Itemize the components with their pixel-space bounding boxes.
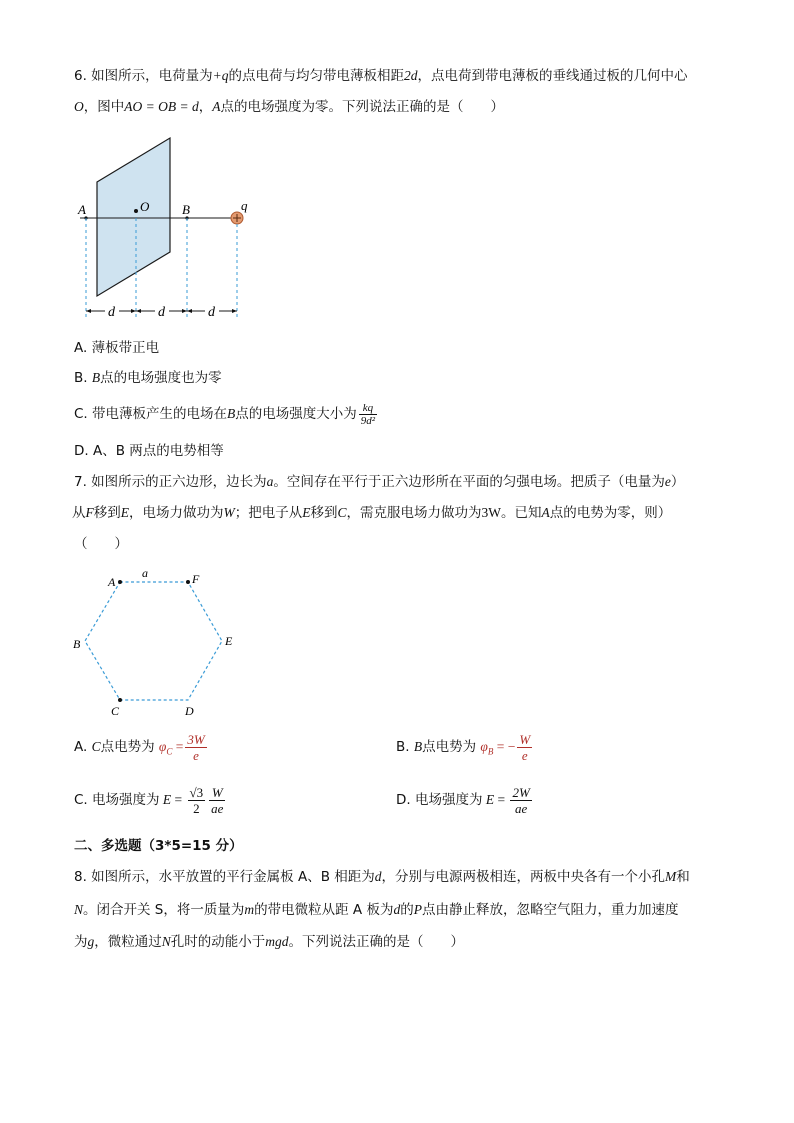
phi-C: $\varphi_C$ = bbox=[158, 739, 184, 757]
fraction-3W-e bbox=[185, 732, 206, 763]
q6-figure bbox=[70, 130, 270, 325]
q7-line3: （ ） bbox=[74, 536, 128, 552]
var-d: d bbox=[374, 869, 382, 884]
option-prefix: C. 电场强度为 bbox=[74, 792, 160, 808]
var-E: E bbox=[302, 505, 311, 520]
option-text: 点电势为 bbox=[422, 739, 477, 755]
q7-text: 移到 bbox=[93, 505, 121, 521]
numerator: 2W bbox=[512, 784, 530, 800]
var-d: d bbox=[393, 902, 401, 917]
var-W: W bbox=[223, 505, 235, 520]
label-B: B bbox=[73, 637, 81, 651]
fraction-2W-ae bbox=[510, 785, 531, 816]
q6-option-A: A. 薄板带正电 bbox=[74, 340, 160, 356]
arrow bbox=[182, 309, 187, 313]
q6-charge: +q bbox=[212, 68, 229, 83]
phi-B: $\varphi_B$ = − bbox=[480, 739, 516, 757]
denominator: ae bbox=[515, 800, 528, 816]
numerator: 3W bbox=[187, 731, 205, 747]
q6-equation: AO = OB = d bbox=[124, 99, 199, 114]
q8-text: 孔时的动能小于 bbox=[170, 934, 266, 950]
q7-text: 点的电势为零，则） bbox=[549, 505, 672, 521]
q6-option-D: D. A、B 两点的电势相等 bbox=[74, 443, 224, 459]
q7-line2 bbox=[72, 504, 671, 522]
q6-distance: 2d bbox=[404, 68, 418, 83]
label-a: a bbox=[142, 566, 148, 580]
var-C: C bbox=[91, 739, 101, 754]
point-F bbox=[186, 580, 190, 584]
var-mgd: mgd bbox=[265, 934, 289, 949]
q7-text: ） bbox=[670, 474, 685, 490]
q8-line1 bbox=[74, 868, 690, 886]
q6-text: 6. 如图所示，电荷量为 bbox=[74, 68, 213, 84]
q7-figure bbox=[70, 565, 245, 720]
q8-text: ，分别与电源两极相连，两板中央各有一个小孔 bbox=[381, 869, 666, 885]
arrow bbox=[187, 309, 192, 313]
var-F: F bbox=[85, 505, 94, 520]
label-B: B bbox=[182, 202, 190, 217]
q7-text: 移到 bbox=[310, 505, 338, 521]
arrow bbox=[232, 309, 237, 313]
label-D: D bbox=[185, 704, 194, 718]
dim-label-2: d bbox=[158, 305, 165, 320]
phi: φ bbox=[480, 739, 488, 754]
var-N: N bbox=[161, 934, 171, 949]
q8-text: 的 bbox=[400, 902, 414, 918]
q8-text: 。闭合开关 S，将一质量为 bbox=[83, 902, 245, 918]
q6-option-C bbox=[74, 397, 379, 431]
arrow bbox=[131, 309, 136, 313]
var-B: B bbox=[91, 370, 101, 385]
option-prefix: C. 带电薄板产生的电场在 bbox=[74, 406, 228, 422]
label-C: C bbox=[111, 704, 120, 718]
label-E: E bbox=[225, 634, 233, 648]
q8-text: 8. 如图所示，水平放置的平行金属板 A、B 相距为 bbox=[74, 869, 375, 885]
q8-line3 bbox=[74, 933, 464, 951]
q6-line1 bbox=[74, 67, 688, 85]
q7-option-C: C. 电场强度为 E = $\frac{√3}{2}$ $\frac{W}{ae}$ bbox=[74, 784, 224, 816]
label-F: F bbox=[192, 572, 200, 586]
q6-line2 bbox=[74, 98, 504, 116]
option-text: 点的电场强度也为零 bbox=[100, 370, 222, 386]
q7-text: ，电场力做功为 bbox=[129, 505, 224, 521]
q6-text: ， bbox=[198, 99, 213, 115]
section-title: 二、多选题（3*5=15 分） bbox=[74, 838, 243, 854]
var-N: N bbox=[74, 902, 84, 917]
q6-text: ，图中 bbox=[83, 99, 125, 115]
q8-text: 为 bbox=[74, 934, 88, 950]
q8-text: ，微粒通过 bbox=[94, 934, 162, 950]
q7-text: ，需克服电场力做功为 bbox=[346, 505, 482, 521]
var-E: E bbox=[120, 505, 129, 520]
var-C: C bbox=[337, 505, 347, 520]
dim-label-3: d bbox=[208, 305, 215, 320]
phi: φ bbox=[158, 739, 167, 754]
denominator: 9d² bbox=[360, 414, 376, 427]
option-prefix: B. bbox=[74, 370, 92, 386]
q8-text: 点由静止释放，忽略空气阻力，重力加速度 bbox=[421, 902, 679, 918]
var-M: M bbox=[665, 869, 677, 884]
arrow bbox=[136, 309, 141, 313]
q7-text: 7. 如图所示的正六边形，边长为 bbox=[74, 474, 267, 490]
q8-text: 。下列说法正确的是（ ） bbox=[288, 934, 465, 950]
charged-plate bbox=[97, 138, 170, 296]
q7-text: 从 bbox=[72, 505, 86, 521]
option-text: 点电势为 bbox=[100, 739, 155, 755]
var-P: P bbox=[413, 902, 422, 917]
fraction-W-e bbox=[517, 732, 532, 763]
hexagon bbox=[85, 582, 222, 700]
numerator: W bbox=[209, 785, 225, 801]
q6-text: 的点电荷与均匀带电薄板相距 bbox=[228, 68, 405, 84]
denominator: e bbox=[193, 747, 199, 763]
q8-line2 bbox=[74, 901, 678, 919]
var-a: a bbox=[266, 474, 274, 489]
value-3W: 3W bbox=[481, 505, 502, 520]
numerator: kq bbox=[359, 402, 377, 415]
phi-sub: B bbox=[487, 746, 494, 757]
var-m: m bbox=[244, 902, 255, 917]
q6-option-B bbox=[74, 369, 222, 387]
denominator: ae bbox=[211, 800, 224, 816]
option-prefix: D. 电场强度为 bbox=[396, 792, 483, 808]
q7-text: 。空间存在平行于正六边形所在平面的匀强电场。把质子（电量为 bbox=[273, 474, 665, 490]
phi-sub: C bbox=[166, 746, 173, 757]
q7-option-A bbox=[74, 729, 209, 770]
point-C bbox=[118, 698, 122, 702]
point-O bbox=[134, 209, 138, 213]
q6-var-O: O bbox=[74, 99, 84, 114]
fraction-sqrt3-2 bbox=[188, 785, 206, 816]
q7-text: 。已知 bbox=[501, 505, 542, 521]
var-B: B bbox=[227, 406, 236, 421]
fraction-kq bbox=[359, 402, 377, 427]
var-g: g bbox=[87, 934, 95, 949]
q8-text: 的带电微粒从距 A 板为 bbox=[254, 902, 394, 918]
option-prefix: A. bbox=[74, 739, 92, 755]
var-B: B bbox=[413, 739, 423, 754]
label-O: O bbox=[140, 199, 150, 214]
point-A bbox=[118, 580, 122, 584]
label-A: A bbox=[108, 575, 116, 589]
q6-var-A: A bbox=[212, 99, 221, 114]
q7-text: ；把电子从 bbox=[234, 505, 303, 521]
q8-text: 和 bbox=[676, 869, 690, 885]
dim-label-1: d bbox=[108, 305, 115, 320]
q6-text: 点的电场强度为零。下列说法正确的是（ ） bbox=[220, 99, 504, 115]
label-A: A bbox=[78, 202, 86, 217]
fraction-W-ae bbox=[209, 785, 225, 816]
q7-option-D: D. 电场强度为 E = $\frac{2W}{ae}$ bbox=[396, 784, 530, 816]
denominator: e bbox=[521, 747, 528, 763]
option-prefix: B. bbox=[396, 739, 414, 755]
option-text: 点的电场强度大小为 bbox=[235, 406, 357, 422]
q6-text: ，点电荷到带电薄板的垂线通过板的几何中心 bbox=[417, 68, 688, 84]
var-e: e bbox=[664, 474, 671, 489]
q7-option-B bbox=[396, 729, 534, 770]
q7-line1 bbox=[74, 473, 684, 491]
numerator: W bbox=[519, 731, 531, 747]
label-q: q bbox=[241, 198, 248, 213]
denominator: 2 bbox=[193, 800, 200, 816]
var-A: A bbox=[541, 505, 550, 520]
arrow bbox=[86, 309, 91, 313]
numerator: √3 bbox=[189, 784, 204, 800]
